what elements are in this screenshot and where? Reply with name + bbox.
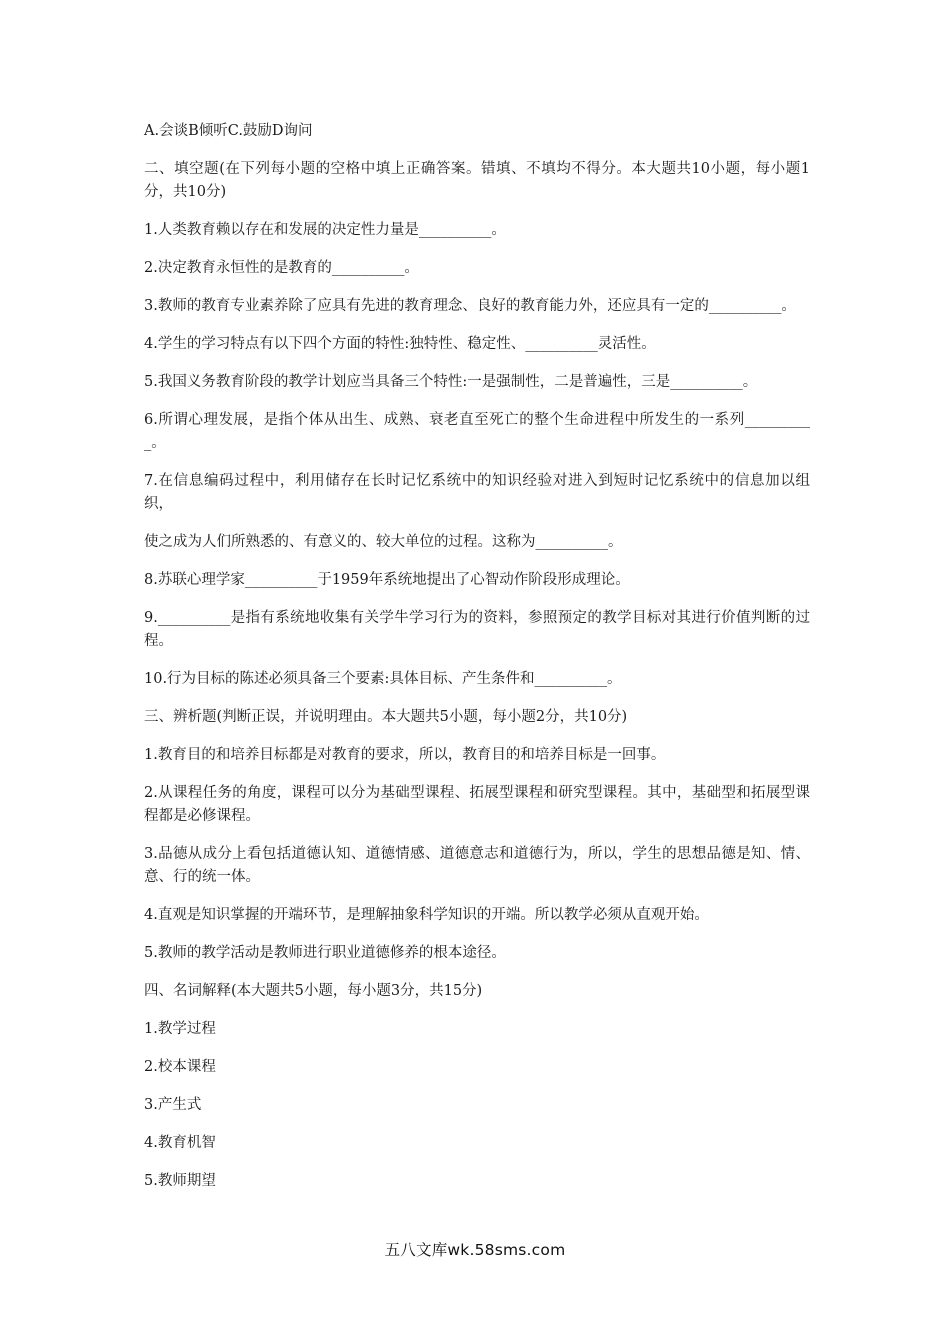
term-item: 1.教学过程	[144, 1021, 216, 1037]
section-heading-analysis: 三、辨析题(判断正误，并说明理由。本大题共5小题，每小题2分，共10分)	[144, 709, 628, 725]
term-item: 2.校本课程	[144, 1059, 216, 1075]
question-text: 3.品德从成分上看包括道德认知、道德情感、道德意志和道德行为，所以，学生的思想品德是知、情、意、行的统一体。	[144, 846, 810, 885]
term-item: 4.教育机智	[144, 1135, 216, 1151]
question-text: 10.行为目标的陈述必须具备三个要素:具体目标、产生条件和__________。	[144, 671, 622, 687]
question-text: 1.教育目的和培养目标都是对教育的要求，所以，教育目的和培养目标是一回事。	[144, 747, 666, 763]
question-text: 5.我国义务教育阶段的教学计划应当具备三个特性:一是强制性，二是普遍性，三是__________。	[144, 374, 758, 390]
question-text: 7.在信息编码过程中，利用储存在长时记忆系统中的知识经验对进入到短时记忆系统中的信息加以组织，	[144, 473, 810, 512]
question-text-continued: 使之成为人们所熟悉的、有意义的、较大单位的过程。这称为__________。	[144, 534, 623, 550]
question-text: 3.教师的教育专业素养除了应具有先进的教育理念、良好的教育能力外，还应具有一定的__________。	[144, 298, 796, 314]
question-text: 8.苏联心理学家__________于1959年系统地提出了心智动作阶段形成理论。	[144, 572, 630, 588]
section-heading-definitions: 四、名词解释(本大题共5小题，每小题3分，共15分)	[144, 983, 483, 999]
document-body	[144, 120, 810, 1208]
question-text: 6.所谓心理发展，是指个体从出生、成熟、衰老直至死亡的整个生命进程中所发生的一系列__________。	[144, 412, 810, 451]
question-text: 1.人类教育赖以存在和发展的决定性力量是__________。	[144, 222, 506, 238]
term-item: 5.教师期望	[144, 1173, 216, 1189]
question-text: 9.__________是指有系统地收集有关学牛学习行为的资料，参照预定的教学目标对其进行价值判断的过程。	[144, 610, 810, 649]
section-heading-fill-in: 二、填空题(在下列每小题的空格中填上正确答案。错填、不填均不得分。本大题共10小题，每小题1分，共10分)	[144, 161, 810, 200]
question-text: 4.学生的学习特点有以下四个方面的特性:独特性、稳定性、__________灵活性。	[144, 336, 656, 352]
question-text: 2.从课程任务的角度，课程可以分为基础型课程、拓展型课程和研究型课程。其中，基础型和拓展型课程都是必修课程。	[144, 785, 810, 824]
question-text: 2.决定教育永恒性的是教育的__________。	[144, 260, 419, 276]
answer-options: A.会谈B倾听C.鼓励D询问	[144, 123, 313, 139]
question-text: 5.教师的教学活动是教师进行职业道德修养的根本途径。	[144, 945, 506, 961]
footer-watermark: 五八文库wk.58sms.com	[384, 1241, 566, 1259]
term-item: 3.产生式	[144, 1097, 202, 1113]
question-text: 4.直观是知识掌握的开端环节，是理解抽象科学知识的开端。所以教学必须从直观开始。	[144, 907, 709, 923]
